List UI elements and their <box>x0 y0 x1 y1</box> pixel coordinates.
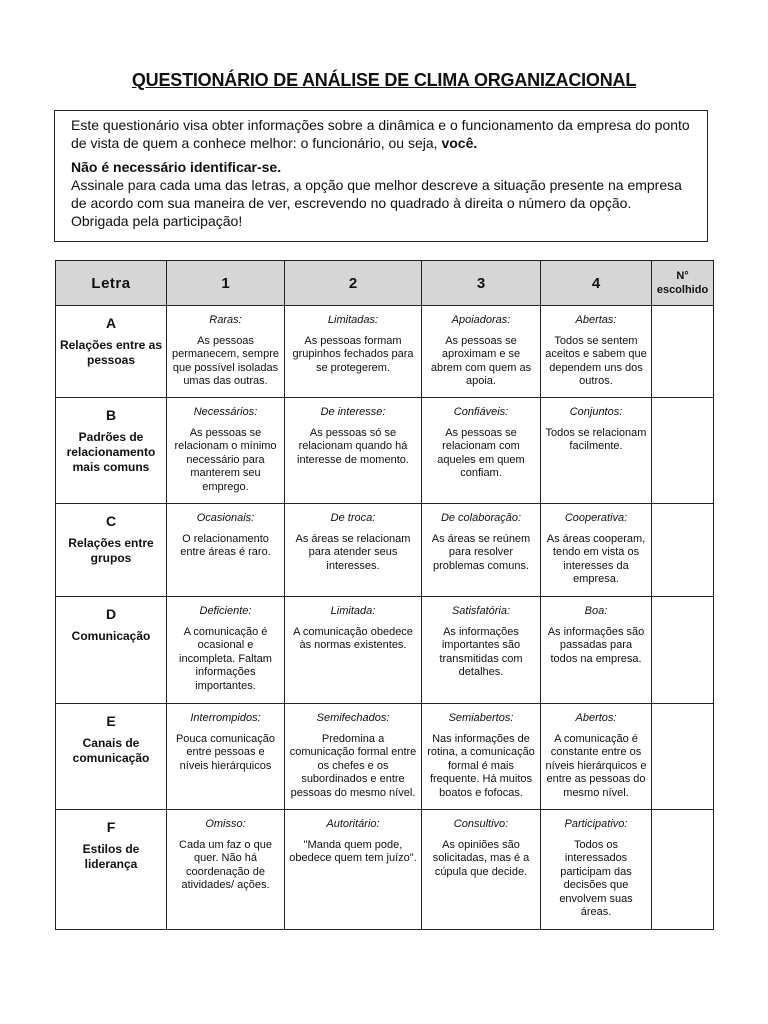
option-description: As áreas cooperam, tendo em vista os interesses da empresa. <box>546 532 646 585</box>
option-cell <box>167 306 285 398</box>
option-keyword: Conjuntos: <box>569 406 623 418</box>
option-description: Todos os interessados participam das decisões que envolvem suas áreas. <box>559 838 633 918</box>
row-name: Estilos de liderança <box>82 842 140 871</box>
option-cell <box>285 597 422 704</box>
option-cell <box>285 398 422 504</box>
option-description: A comunicação é ocasional e incompleta. Faltam informações importantes. <box>179 625 272 692</box>
option-keyword: De troca: <box>330 512 376 524</box>
option-keyword: Abertas: <box>575 314 617 326</box>
row-label <box>56 398 167 504</box>
option-keyword: Apoiadoras: <box>451 314 511 326</box>
row-name: Padrões de relacionamento mais comuns <box>66 430 156 474</box>
option-keyword: Necessários: <box>193 406 258 418</box>
row-label <box>56 504 167 597</box>
option-description: As pessoas só se relacionam quando há interesse de momento. <box>297 426 409 466</box>
table-row <box>56 597 714 704</box>
intro-text: Este questionário visa obter informações sobre a dinâmica e o funcionamento da empresa do ponto de vista de quem a conhece melhor: o funcionário, ou seja, <box>71 117 690 151</box>
option-keyword: Participativo: <box>564 818 628 830</box>
table-header-row <box>56 261 714 306</box>
option-keyword: Consultivo: <box>453 818 509 830</box>
row-name: Relações entre as pessoas <box>59 338 163 367</box>
row-letter: A <box>105 315 117 331</box>
row-label <box>56 306 167 398</box>
row-name: Comunicação <box>71 629 151 643</box>
option-keyword: Confiáveis: <box>453 406 509 418</box>
option-description: Predomina a comunicação formal entre os chefes e os subordinados e entre pessoas do mesmo nível. <box>289 732 417 799</box>
option-cell <box>167 810 285 930</box>
option-cell <box>285 306 422 398</box>
page-title: QUESTIONÁRIO DE ANÁLISE DE CLIMA ORGANIZACIONAL <box>131 70 637 90</box>
answer-box[interactable] <box>652 306 714 398</box>
option-description: A comunicação é constante entre os níveis hierárquicos e entre as pessoas do mesmo nível. <box>545 732 647 799</box>
option-cell <box>285 504 422 597</box>
row-label <box>56 704 167 810</box>
header-option-1: 1 <box>167 261 285 306</box>
thanks-text: Obrigada pela participação! <box>71 213 243 229</box>
questionnaire-table <box>55 260 714 930</box>
option-description: As áreas se reúnem para resolver problemas comuns. <box>431 532 531 572</box>
option-keyword: De colaboração: <box>440 512 522 524</box>
option-description: Cada um faz o que quer. Não há coordenação de atividades/ ações. <box>179 838 272 891</box>
option-keyword: Cooperativa: <box>564 512 628 524</box>
option-keyword: Interrompidos: <box>190 712 261 724</box>
option-cell <box>167 704 285 810</box>
option-cell <box>422 306 541 398</box>
option-keyword: Deficiente: <box>199 605 252 617</box>
instructions-text: Assinale para cada uma das letras, a opção que melhor descreve a situação presente na empresa de acordo com sua maneira de ver, escrevendo no quadrado à direita o número da opção. <box>71 177 682 211</box>
option-description: As pessoas formam grupinhos fechados para se protegerem. <box>292 334 414 374</box>
option-description: "Manda quem pode, obedece quem tem juízo". <box>289 838 417 864</box>
option-description: As pessoas se relacionam com aqueles em quem confiam. <box>437 426 525 479</box>
table-row <box>56 504 714 597</box>
row-label <box>56 810 167 930</box>
option-cell <box>167 398 285 504</box>
option-cell <box>541 704 652 810</box>
answer-box[interactable] <box>652 504 714 597</box>
table-row <box>56 398 714 504</box>
option-description: Pouca comunicação entre pessoas e níveis hierárquicos <box>175 732 276 772</box>
anonymity-note: Não é necessário identificar-se. <box>71 159 282 175</box>
header-chosen-number: N° escolhido <box>652 261 714 306</box>
header-letra: Letra <box>56 261 167 306</box>
answer-box[interactable] <box>652 597 714 704</box>
row-label <box>56 597 167 704</box>
option-cell <box>167 504 285 597</box>
option-cell <box>541 306 652 398</box>
option-cell <box>422 810 541 930</box>
option-description: As pessoas se aproximam e se abrem com quem as apoia. <box>430 334 532 387</box>
option-keyword: Semifechados: <box>316 712 390 724</box>
row-letter: F <box>106 819 116 835</box>
row-letter: D <box>105 606 117 622</box>
option-cell <box>167 597 285 704</box>
option-description: O relacionamento entre áreas é raro. <box>180 532 271 558</box>
option-keyword: Omisso: <box>205 818 246 830</box>
option-keyword: Semiabertos: <box>448 712 514 724</box>
row-name: Canais de comunicação <box>72 736 150 765</box>
option-keyword: Boa: <box>584 605 608 617</box>
option-description: Todos se relacionam facilmente. <box>545 426 647 452</box>
header-option-2: 2 <box>285 261 422 306</box>
option-cell <box>285 704 422 810</box>
header-option-3: 3 <box>422 261 541 306</box>
option-description: Todos se sentem aceitos e sabem que dependem uns dos outros. <box>545 334 647 387</box>
table-row <box>56 306 714 398</box>
option-description: Nas informações de rotina, a comunicação formal é mais frequente. Há muitos boatos e fofocas. <box>427 732 535 799</box>
option-keyword: Limitadas: <box>327 314 379 326</box>
option-cell <box>541 398 652 504</box>
row-letter: C <box>105 513 117 529</box>
option-keyword: Limitada: <box>330 605 376 617</box>
option-description: As pessoas permanecem, sempre que possível isoladas umas das outras. <box>172 334 279 387</box>
option-cell <box>422 597 541 704</box>
option-cell <box>422 398 541 504</box>
option-cell <box>422 704 541 810</box>
option-cell <box>541 504 652 597</box>
table-row <box>56 704 714 810</box>
intro-box <box>54 110 708 242</box>
answer-box[interactable] <box>652 704 714 810</box>
answer-box[interactable] <box>652 398 714 504</box>
header-option-4: 4 <box>541 261 652 306</box>
option-keyword: Satisfatória: <box>451 605 511 617</box>
option-description: As informações são passadas para todos na empresa. <box>547 625 645 665</box>
row-letter: E <box>106 713 116 729</box>
option-description: A comunicação obedece às normas existentes. <box>293 625 413 651</box>
option-description: As informações importantes são transmitidas com detalhes. <box>439 625 523 678</box>
option-keyword: Abertos: <box>575 712 617 724</box>
option-description: As áreas se relacionam para atender seus interesses. <box>295 532 411 572</box>
row-letter: B <box>105 407 117 423</box>
option-keyword: Autoritário: <box>326 818 380 830</box>
option-keyword: Raras: <box>209 314 242 326</box>
answer-box[interactable] <box>652 810 714 930</box>
option-keyword: De interesse: <box>320 406 386 418</box>
option-cell <box>285 810 422 930</box>
option-cell <box>422 504 541 597</box>
intro-paragraph <box>71 116 697 152</box>
option-description: As opiniões são solicitadas, mas é a cúpula que decide. <box>432 838 530 878</box>
row-name: Relações entre grupos <box>68 536 154 565</box>
intro-emphasis: você. <box>441 135 478 151</box>
table-row <box>56 810 714 930</box>
option-description: As pessoas se relacionam o mínimo necessário para manterem seu emprego. <box>174 426 277 493</box>
option-cell <box>541 810 652 930</box>
option-cell <box>541 597 652 704</box>
option-keyword: Ocasionais: <box>196 512 255 524</box>
